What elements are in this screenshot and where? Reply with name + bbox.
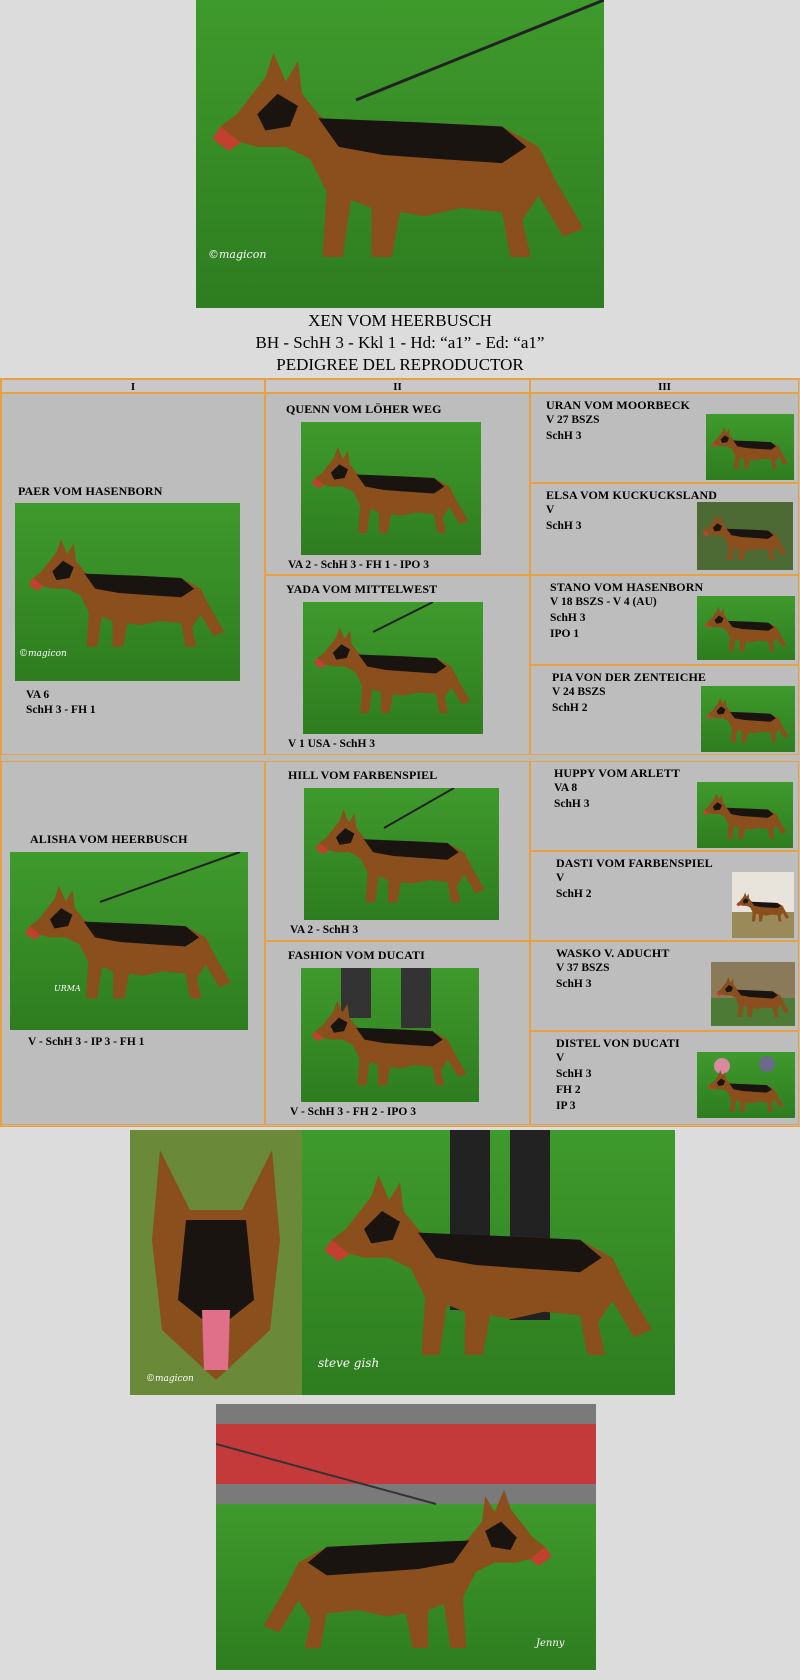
- gen2-cell-3: [265, 761, 530, 941]
- headshot-watermark: ©magicon: [146, 1374, 194, 1384]
- gen2-name-3: HILL VOM FARBENSPIEL: [288, 768, 438, 782]
- gen2-title-4: V - SchH 3 - FH 2 - IPO 3: [290, 1106, 416, 1118]
- dam-photo-watermark: URMA: [54, 984, 81, 993]
- gen2-name-1: QUENN VOM LÖHER WEG: [286, 402, 442, 416]
- gen3-title-1a: V 27 BSZS: [546, 414, 600, 426]
- gen3-name-7: WASKO V. ADUCHT: [556, 946, 670, 960]
- gen3-title-6b: SchH 2: [556, 888, 592, 900]
- gen3-title-5a: VA 8: [554, 782, 578, 794]
- gen3-title-3a: V 18 BSZS - V 4 (AU): [550, 596, 657, 608]
- gen3-cell-7: [530, 941, 799, 1031]
- gen3-name-2: ELSA VOM KUCKUCKSLAND: [546, 488, 717, 502]
- gen3-title-2a: V: [546, 504, 555, 516]
- gen3-cell-3: [530, 575, 799, 665]
- gen3-photo-6: [732, 872, 794, 938]
- gen3-name-1: URAN VOM MOORBECK: [546, 398, 690, 412]
- sire-photo-watermark: ©magicon: [19, 649, 67, 659]
- gen3-title-1b: SchH 3: [546, 430, 582, 442]
- gaiting-watermark: Jenny: [536, 1638, 565, 1649]
- gen3-photo-4: [701, 686, 795, 752]
- headshot-and-stack-photo: [130, 1130, 675, 1395]
- column-header-2: II: [265, 379, 530, 393]
- gen3-photo-5: [697, 782, 793, 848]
- gen3-name-4: PIA VON DER ZENTEICHE: [552, 670, 707, 684]
- gen2-photo-2: [303, 602, 483, 734]
- sire-title-2: SchH 3 - FH 1: [26, 704, 96, 716]
- gen3-title-8b: SchH 3: [556, 1068, 592, 1080]
- gen2-photo-1: [301, 422, 481, 555]
- gen3-name-5: HUPPY VOM ARLETT: [554, 766, 681, 780]
- gen3-cell-2: [530, 483, 799, 575]
- dam-title-1: V - SchH 3 - IP 3 - FH 1: [28, 1036, 145, 1048]
- dog-name-title: XEN VOM HEERBUSCH: [308, 311, 492, 330]
- gen3-title-8c: FH 2: [556, 1084, 581, 1096]
- dam-name: ALISHA VOM HEERBUSCH: [30, 832, 188, 846]
- gen2-title-1: VA 2 - SchH 3 - FH 1 - IPO 3: [288, 559, 429, 571]
- gen2-photo-3: [304, 788, 499, 920]
- sire-title-1: VA 6: [26, 689, 50, 701]
- gen3-name-3: STANO VOM HASENBORN: [550, 580, 704, 594]
- gen2-title-2: V 1 USA - SchH 3: [288, 738, 376, 750]
- gen3-name-6: DASTI VOM FARBENSPIEL: [556, 856, 713, 870]
- gen3-cell-5: [530, 761, 799, 851]
- gen3-title-6a: V: [556, 872, 565, 884]
- gen3-title-7a: V 37 BSZS: [556, 962, 610, 974]
- gen2-title-3: VA 2 - SchH 3: [290, 924, 359, 936]
- gen3-title-5b: SchH 3: [554, 798, 590, 810]
- gen3-title-4b: SchH 2: [552, 702, 588, 714]
- pedigree-heading: PEDIGREE DEL REPRODUCTOR: [276, 355, 524, 374]
- gen3-photo-8: [697, 1052, 795, 1118]
- gen3-photo-7: [711, 962, 795, 1026]
- sire-name: PAER VOM HASENBORN: [18, 484, 163, 498]
- gen3-cell-8: [530, 1031, 799, 1125]
- column-header-1: I: [1, 379, 265, 393]
- gen3-photo-3: [697, 596, 795, 660]
- gen2-cell-4: [265, 941, 530, 1125]
- dam-cell: [1, 761, 265, 1125]
- gen2-cell-1: [265, 393, 530, 575]
- gen3-name-8: DISTEL VON DUCATI: [556, 1036, 680, 1050]
- gen3-title-4a: V 24 BSZS: [552, 686, 606, 698]
- column-header-3: III: [530, 379, 799, 393]
- gen3-title-7b: SchH 3: [556, 978, 592, 990]
- photo-watermark: ©magicon: [208, 248, 267, 261]
- gen3-title-8d: IP 3: [556, 1100, 576, 1112]
- sire-cell: [1, 393, 265, 755]
- gen3-cell-1: [530, 393, 799, 483]
- gen3-title-8a: V: [556, 1052, 565, 1064]
- gaiting-photo: [216, 1404, 596, 1670]
- stack-photo-watermark: steve gish: [318, 1356, 380, 1370]
- main-dog-photo: [196, 0, 604, 308]
- gen2-photo-4: [301, 968, 479, 1102]
- gen3-title-3c: IPO 1: [550, 628, 580, 640]
- gen2-name-2: YADA VOM MITTELWEST: [286, 582, 438, 596]
- gen3-title-2b: SchH 3: [546, 520, 582, 532]
- dam-photo: [10, 852, 248, 1030]
- gen3-photo-1: [706, 414, 794, 480]
- sire-photo: [15, 503, 240, 681]
- gen2-cell-2: [265, 575, 530, 755]
- gen2-name-4: FASHION VOM DUCATI: [288, 948, 425, 962]
- gen3-title-3b: SchH 3: [550, 612, 586, 624]
- dog-titles: BH - SchH 3 - Kkl 1 - Hd: “a1” - Ed: “a1”: [255, 333, 545, 352]
- gen3-cell-6: [530, 851, 799, 941]
- gen3-cell-4: [530, 665, 799, 755]
- gen3-photo-2: [697, 502, 793, 570]
- pedigree-table: [0, 378, 800, 1127]
